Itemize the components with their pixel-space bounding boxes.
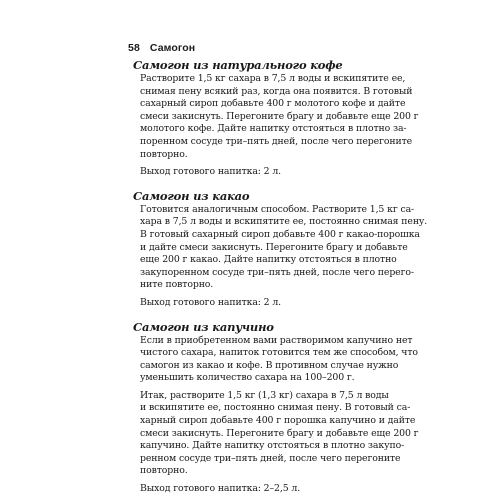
text-line: Готовится аналогичным способом. Растворите 1,5 кг са-: [140, 203, 415, 215]
text-line: еще 200 г какао. Дайте напитку отстояться в плотно: [140, 254, 397, 266]
text-line: чистого сахара, напиток готовится тем же способом, что: [140, 347, 418, 359]
section-title: Самогон из натурального кофе: [133, 58, 343, 72]
paragraph: [140, 483, 394, 496]
text-line: харный сироп добавьте 400 г порошка капучино и дайте: [140, 415, 416, 427]
text-line: смеси закиснуть. Перегоните брагу и добавьте еще 200 г: [140, 110, 419, 122]
section-title: Самогон из капучино: [133, 319, 274, 334]
text-line: ните повторно.: [140, 279, 214, 291]
paragraph: [140, 297, 394, 310]
running-head: [128, 42, 195, 54]
section-title: Самогон из какао: [133, 188, 250, 203]
paragraph: [140, 389, 419, 478]
recipe-section: [131, 319, 419, 496]
text-line: Итак, растворите 1,5 кг (1,3 кг) сахара в 7,5 л воды: [140, 389, 389, 401]
text-line: и дайте смеси закиснуть. Перегоните брагу и добавьте: [140, 241, 408, 253]
text-line: закупоренном сосуде три–пять дней, после чего перего-: [140, 266, 414, 278]
page-number: 58: [128, 42, 140, 54]
text-line: повторно.: [140, 148, 188, 160]
text-line: Растворите 1,5 кг сахара в 7,5 л воды и вскипятите ее,: [140, 73, 406, 84]
text-line: смеси закиснуть. Перегоните брагу и добавьте еще 200 г: [140, 427, 419, 439]
paragraph: [140, 73, 419, 161]
paragraph: [140, 166, 394, 179]
yield-line: Выход готового напитка: 2 л.: [140, 166, 282, 178]
text-line: повторно.: [140, 465, 188, 477]
text-line: капучино. Дайте напитку отстояться в плотно закупо-: [140, 440, 405, 452]
yield-line: Выход готового напитка: 2 л.: [140, 296, 282, 308]
section-body: [131, 334, 419, 496]
paragraph: [140, 203, 428, 292]
page-content: [131, 58, 428, 496]
text-line: Если в приобретенном вами растворимом капучино нет: [140, 334, 413, 346]
yield-line: Выход готового напитка: 2–2,5 л.: [140, 483, 301, 495]
text-line: самогон из какао и кофе. В противном случае нужно: [140, 359, 399, 371]
text-line: В готовый сахарный сироп добавьте 400 г какао-порошка: [140, 228, 420, 240]
text-line: молотого кофе. Дайте напитку отстояться в плотно за-: [140, 123, 407, 135]
section-body: [131, 73, 419, 179]
text-line: поренном сосуде три–пять дней, после чего перегоните: [140, 135, 413, 147]
text-line: ренном сосуде три–пять дней, после чего перегоните: [140, 452, 401, 464]
recipe-section: [131, 58, 419, 179]
text-line: уменьшить количество сахара на 100–200 г.: [140, 372, 355, 384]
text-line: снимая пену всякий раз, когда она появится. В готовый: [140, 85, 413, 97]
recipe-section: [131, 188, 428, 310]
text-line: хара в 7,5 л воды и вскипятите ее, постоянно снимая пену.: [140, 216, 428, 228]
text-line: и вскипятите ее, постоянно снимая пену. В готовый са-: [140, 402, 411, 414]
section-body: [131, 203, 428, 310]
running-title: Самогон: [149, 42, 196, 54]
paragraph: [140, 334, 418, 385]
text-line: сахарный сироп добавьте 400 г молотого кофе и дайте: [140, 98, 406, 110]
